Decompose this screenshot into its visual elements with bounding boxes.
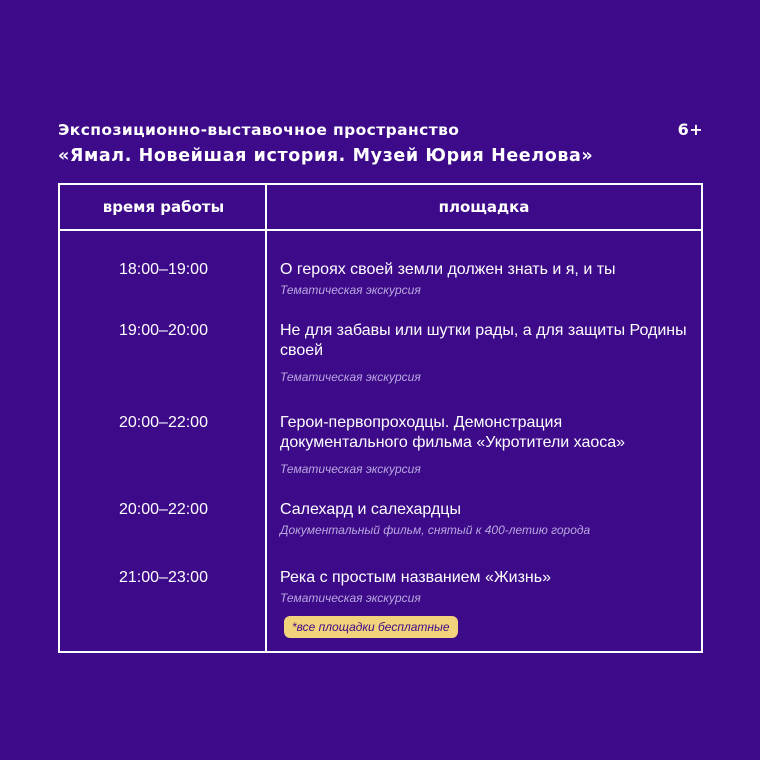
column-header-place: площадка [438,198,530,216]
venue-type: Экспозиционно-выставочное пространство [58,121,460,139]
row-time: 19:00–20:00 [119,322,208,339]
row-time: 20:00–22:00 [119,501,208,518]
row-event [280,568,690,607]
page-header [58,118,703,170]
schedule-table [58,183,703,653]
event-subtitle: Тематическая экскурсия [280,591,421,605]
event-subtitle: Тематическая экскурсия [280,283,421,297]
column-header-time: время работы [102,198,225,216]
event-title: О героях своей земли должен знать и я, и ты [280,261,616,278]
age-rating-badge: 6+ [677,120,703,139]
event-title: Не для забавы или шутки рады, а для защиты Родины своей [280,322,687,359]
table-header [60,185,701,231]
header-line-1 [58,118,703,142]
event-subtitle: Документальный фильм, снятый к 400-летию города [280,523,591,537]
venue-name: «Ямал. Новейшая история. Музей Юрия Неелова» [58,146,594,166]
row-time: 20:00–22:00 [119,414,208,431]
event-title: Салехард и салехардцы [280,501,461,518]
row-time: 21:00–23:00 [119,569,208,586]
event-subtitle: Тематическая экскурсия [280,370,421,384]
row-event [280,260,690,299]
row-event [280,321,690,386]
row-time: 18:00–19:00 [119,261,208,278]
row-event [280,413,690,478]
event-subtitle: Тематическая экскурсия [280,462,421,476]
event-title: Река с простым названием «Жизнь» [280,569,551,586]
free-admission-note: *все площадки бесплатные [284,616,458,638]
event-title: Герои-первопроходцы. Демонстрация документального фильма «Укротители хаоса» [280,414,626,451]
row-event [280,500,690,539]
